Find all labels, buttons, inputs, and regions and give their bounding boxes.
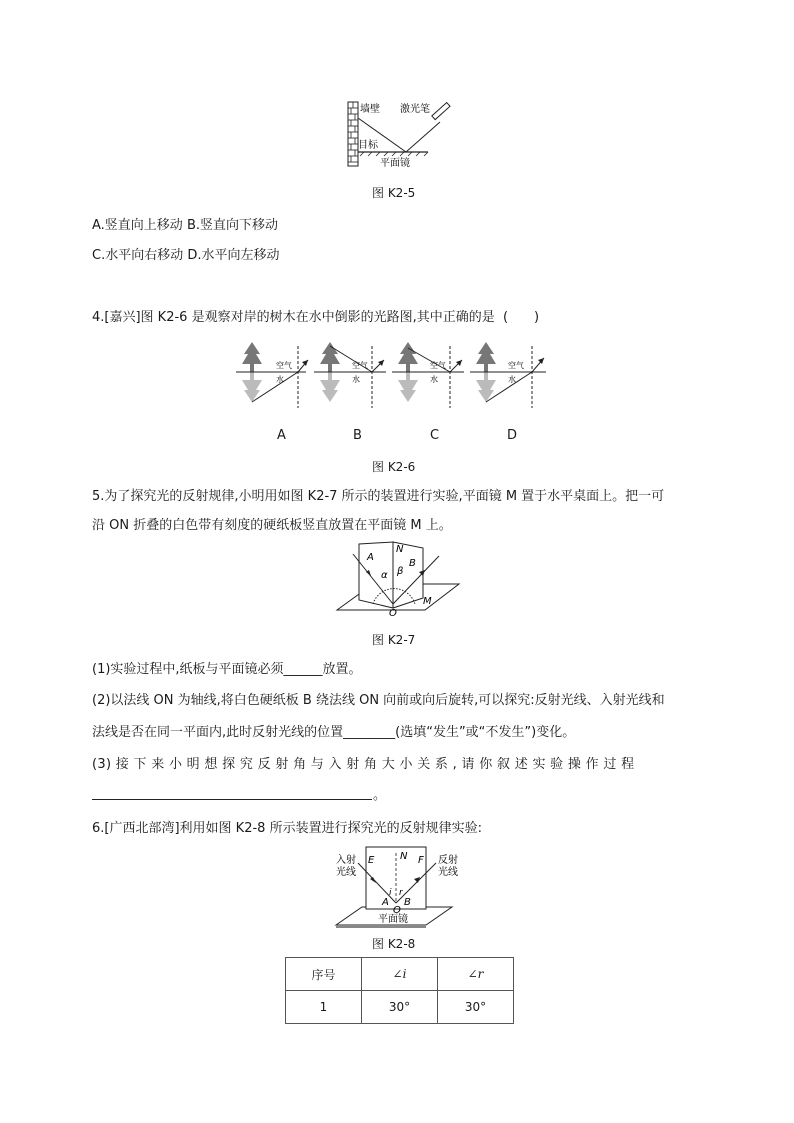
laser-pen-drawing: [432, 103, 450, 120]
panel-d-air: 空气: [508, 361, 524, 370]
cell-angle-r: 30°: [438, 991, 514, 1024]
label-a: A: [367, 552, 374, 563]
caption-k2-8: 图 K2-8: [372, 937, 416, 951]
label-o: O: [393, 905, 401, 916]
label-e: E: [368, 855, 375, 866]
panel-c-air: 空气: [430, 361, 446, 370]
panel-c-water: 水: [430, 375, 438, 384]
label-i: i: [389, 888, 392, 898]
q5-sub2-line1: (2)以法线 ON 为轴线,将白色硬纸板 B 绕法线 ON 向前或向后旋转,可以探究:反射光线、入射光线和: [92, 693, 665, 708]
panel-a: [236, 342, 308, 408]
q5-line2: 沿 ON 折叠的白色带有刻度的硬纸板竖直放置在平面镜 M 上。: [92, 518, 452, 533]
label-beta: β: [397, 566, 404, 577]
option-b-text: B.竖直向下移动: [186, 218, 279, 233]
label-r: r: [399, 888, 403, 898]
figure-k2-6: [236, 338, 556, 414]
wall-drawing: [348, 102, 358, 166]
label-alpha: α: [381, 570, 388, 581]
q5-line1: 5.为了探究光的反射规律,小明用如图 K2-7 所示的装置进行实验,平面镜 M 置于水平桌面上。把一可: [92, 489, 665, 504]
label-incident: 入射: [336, 855, 356, 866]
option-a-text: A.竖直向上移动: [92, 218, 183, 233]
option-c-text: C.水平向右移动: [92, 248, 184, 263]
cell-index: 1: [286, 991, 362, 1024]
q5-sub1: (1)实验过程中,纸板与平面镜必须______放置。: [92, 662, 362, 677]
label-a: A: [382, 897, 389, 908]
figure-k2-7: [333, 538, 463, 618]
q5-sub3-line1: (3) 接 下 来 小 明 想 探 究 反 射 角 与 入 射 角 大 小 关 系 , 请 你 叙 述 实 验 操 作 过 程: [92, 757, 635, 772]
cell-angle-i: 30°: [362, 991, 438, 1024]
choice-c: C: [430, 428, 440, 443]
panel-d-water: 水: [508, 375, 516, 384]
label-b: B: [409, 558, 416, 569]
caption-k2-7: 图 K2-7: [372, 633, 416, 647]
panel-a-water: 水: [276, 375, 284, 384]
mirror-label: 平面镜: [380, 158, 410, 169]
q4-stem-text: 4.[嘉兴]图 K2-6 是观察对岸的树木在水中倒影的光路图,其中正确的是: [92, 310, 495, 325]
table-row: [286, 991, 514, 1024]
label-o: O: [389, 608, 397, 618]
choice-d: D: [507, 428, 518, 443]
label-n: N: [400, 851, 408, 862]
panel-c: [392, 342, 464, 408]
label-m: M: [423, 596, 432, 607]
q5-sub2-line2: 法线是否在同一平面内,此时反射光线的位置________(选填“发生”或“不发生”)变化。: [92, 725, 576, 740]
figure-k2-5: [340, 100, 460, 172]
label-mirror: 平面镜: [378, 914, 408, 925]
header-angle-i: ∠i: [362, 958, 438, 991]
q5-sub3-end: 。: [373, 788, 387, 803]
q4-stem: [92, 309, 539, 327]
label-incident-ray: 光线: [336, 867, 356, 878]
q5-answer-blank[interactable]: [92, 799, 372, 800]
option-a: [92, 217, 278, 235]
caption-k2-5: 图 K2-5: [372, 186, 416, 200]
results-table: [285, 957, 514, 1024]
table-header-row: [286, 958, 514, 991]
option-c: [92, 247, 280, 265]
figure-k2-8: [332, 843, 462, 931]
header-angle-r: ∠r: [438, 958, 514, 991]
panel-a-air: 空气: [276, 361, 292, 370]
header-index: 序号: [286, 958, 362, 991]
choice-b: B: [353, 428, 362, 443]
panel-d: [470, 342, 546, 408]
option-d-text: D.水平向左移动: [187, 248, 280, 263]
panel-b-air: 空气: [352, 361, 368, 370]
target-label: 目标: [358, 140, 378, 151]
label-f: F: [418, 855, 424, 866]
label-b: B: [404, 897, 411, 908]
laser-label: 激光笔: [400, 104, 430, 115]
q4-answer-paren: ( ): [502, 310, 540, 325]
choice-a: A: [277, 428, 286, 443]
label-reflected: 反射: [438, 855, 458, 866]
q6-stem: 6.[广西北部湾]利用如图 K2-8 所示装置进行探究光的反射规律实验:: [92, 821, 482, 836]
wall-label: 墙壁: [360, 104, 380, 115]
panel-b-water: 水: [352, 375, 360, 384]
panel-b: [314, 342, 386, 408]
label-reflected-ray: 光线: [438, 867, 458, 878]
label-n: N: [396, 544, 404, 555]
mirror-drawing: [358, 152, 428, 156]
caption-k2-6: 图 K2-6: [372, 460, 416, 474]
